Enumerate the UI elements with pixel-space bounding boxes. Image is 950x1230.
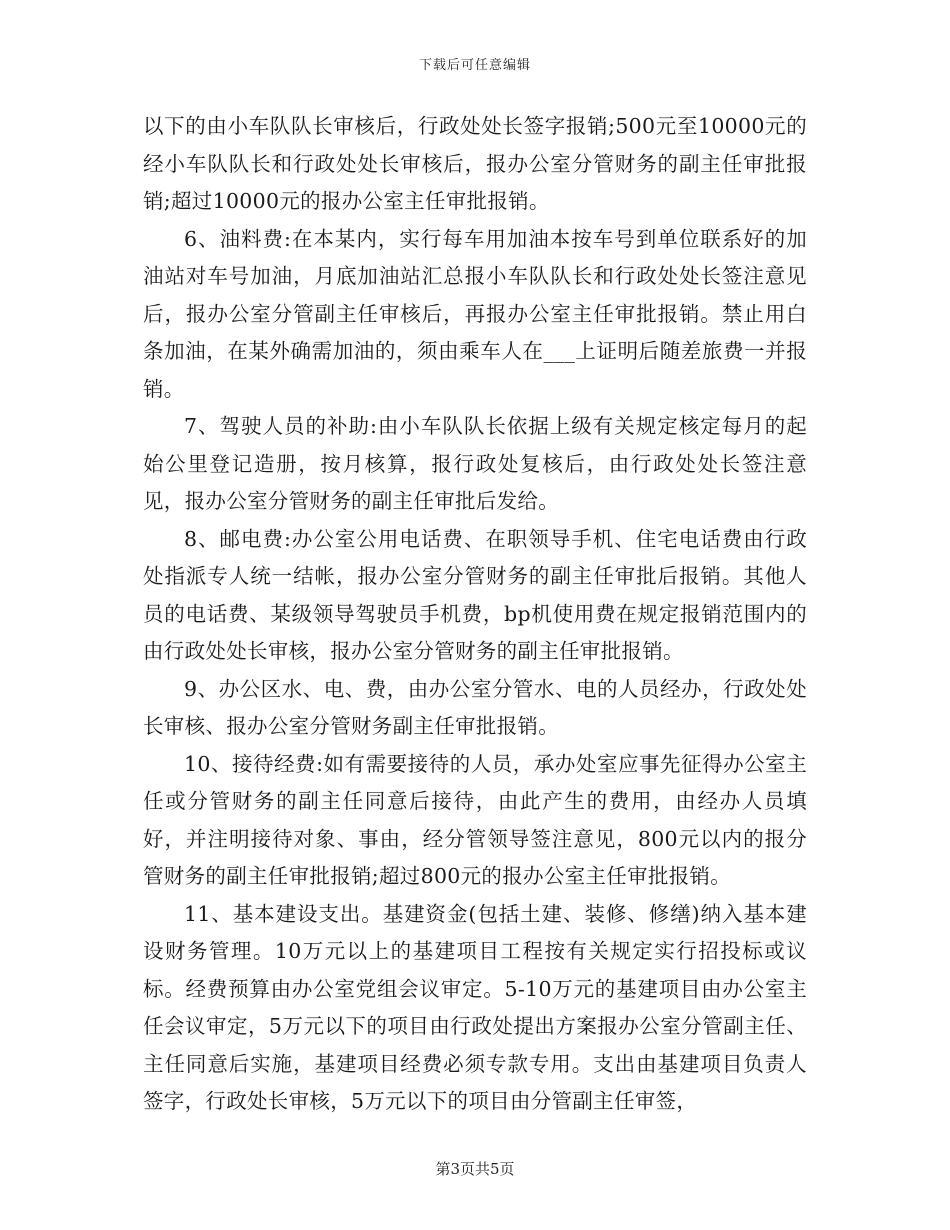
paragraph-driver-allowance: 7、驾驶人员的补助:由小车队队长依据上级有关规定核定每月的起始公里登记造册，按月核算，报行政处复核后，由行政处处长签注意见，报办公室分管财务的副主任审批后发给。 [143, 414, 807, 513]
paragraph-fuel-fee: 6、油料费:在本某内，实行每车用加油本按车号到单位联系好的加油站对车号加油，月底加油站汇总报小车队队长和行政处处长签注意见后，报办公室分管副主任审核后，再报办公室主任审批报销。禁止用白条加油，在某外确需加油的，须由乘车人在___上证明后随差旅费一并报销。 [143, 226, 807, 401]
document-body [143, 108, 807, 1121]
paragraph-capital-construction: 11、基本建设支出。基建资金(包括土建、装修、修缮)纳入基本建设财务管理。10万元以上的基建项目工程按有关规定实行招投标或议标。经费预算由办公室党组会议审定。5-10万元的基建项目由办公室主任会议审定，5万元以下的项目由行政处提出方案报办公室分管副主任、主任同意后实施，基建项目经费必须专款专用。支出由基建项目负责人签字，行政处长审核，5万元以下的项目由分管副主任审签， [143, 901, 807, 1113]
page-number: 第3页共5页 [435, 1160, 515, 1178]
paragraph-reception-fee: 10、接待经费:如有需要接待的人员，承办处室应事先征得办公室主任或分管财务的副主任同意后接待，由此产生的费用，由经办人员填好，并注明接待对象、事由，经分管领导签注意见，800元以内的报分管财务的副主任审批报销;超过800元的报办公室主任审批报销。 [143, 751, 807, 888]
paragraph-telecom-fee: 8、邮电费:办公室公用电话费、在职领导手机、住宅电话费由行政处指派专人统一结帐，报办公室分管财务的副主任审批后报销。其他人员的电话费、某级领导驾驶员手机费，bp机使用费在规定报销范围内的由行政处处长审核，报办公室分管财务的副主任审批报销。 [143, 526, 807, 663]
page-header: 下载后可任意编辑 [418, 58, 531, 73]
paragraph-utilities-fee: 9、办公区水、电、费，由办公室分管水、电的人员经办，行政处处长审核、报办公室分管财务副主任审批报销。 [143, 676, 807, 738]
paragraph-continued: 以下的由小车队队长审核后，行政处处长签字报销;500元至10000元的经小车队队长和行政处处长审核后，报办公室分管财务的副主任审批报销;超过10000元的报办公室主任审批报销。 [143, 114, 807, 213]
